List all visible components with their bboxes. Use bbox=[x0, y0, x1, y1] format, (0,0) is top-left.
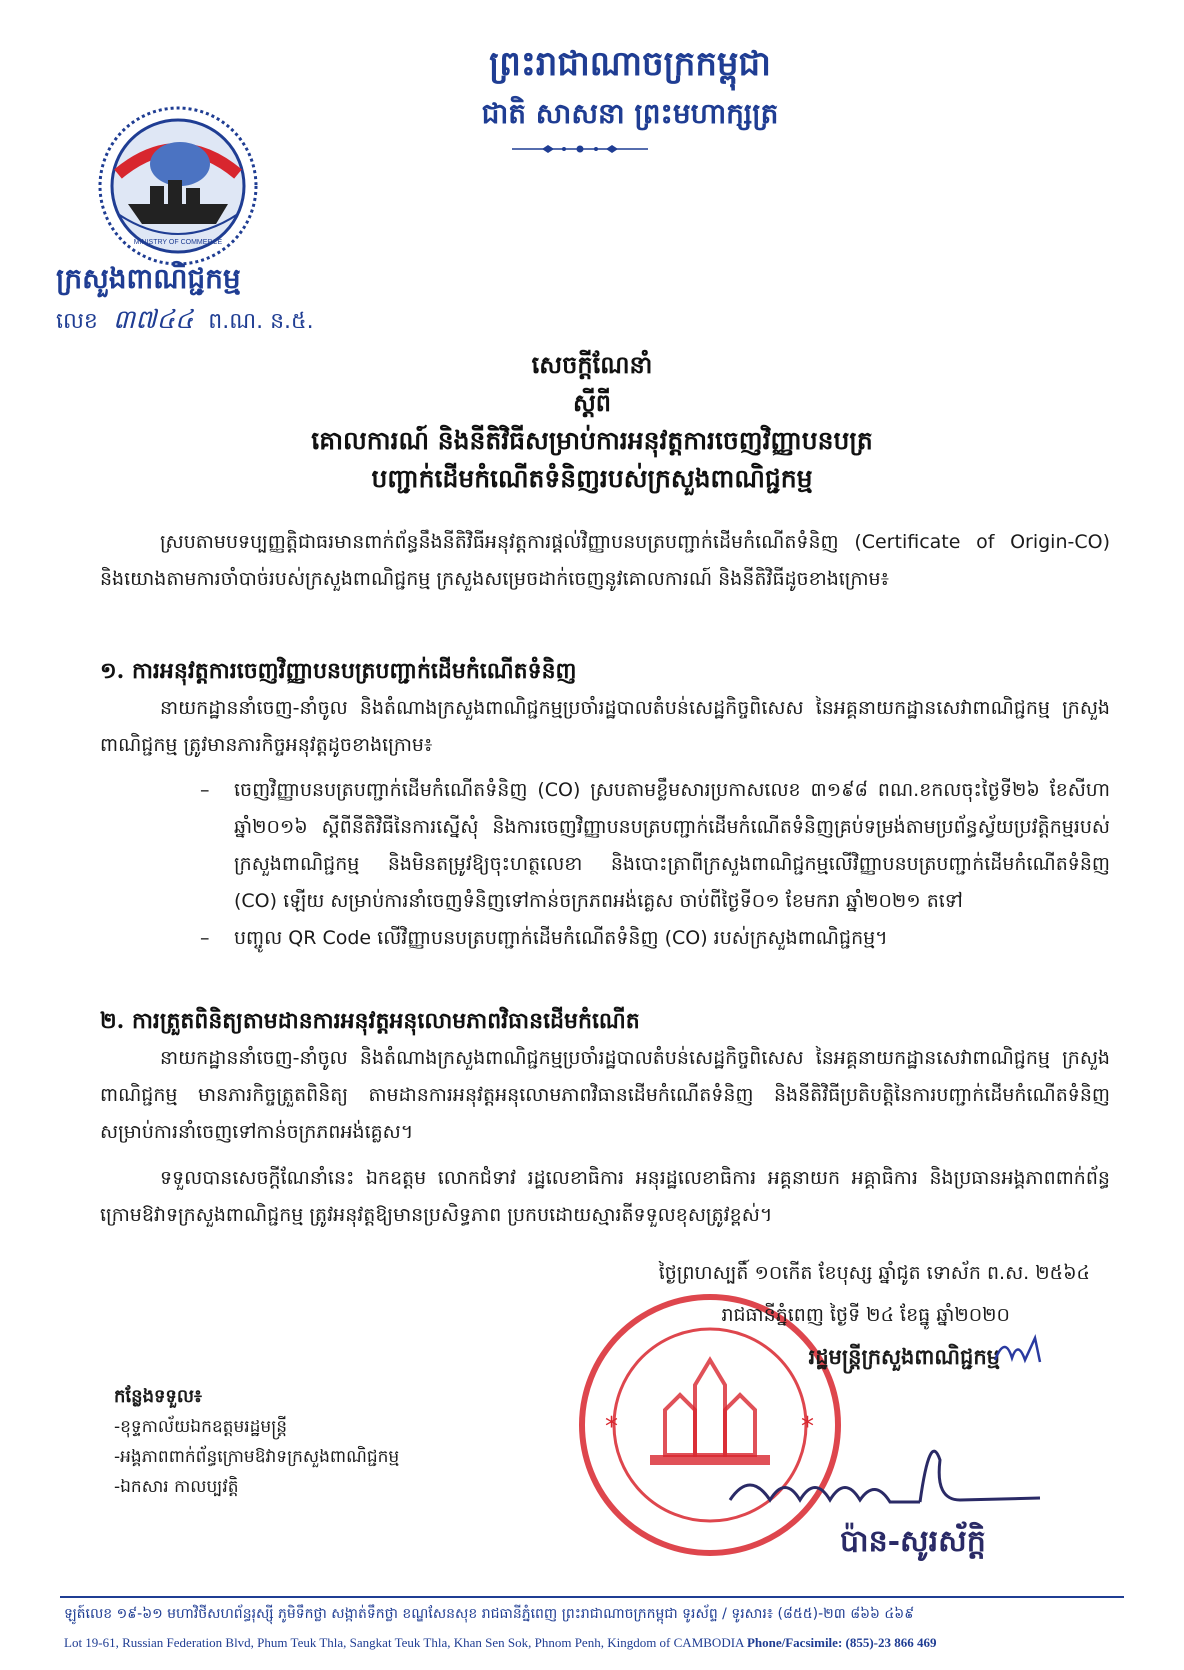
logo-caption: MINISTRY OF COMMERCE bbox=[133, 239, 223, 246]
svg-text:*: * bbox=[801, 1412, 814, 1442]
section-2-heading: ២. ការត្រួតពិនិត្យតាមដានការអនុវត្តអនុលោមភាពវិធានដើមកំណើត bbox=[100, 1008, 640, 1034]
bullet-list bbox=[200, 772, 1110, 957]
intro-paragraph: ស្របតាមបទប្បញ្ញត្តិជាធរមានពាក់ព័ន្ធនឹងនីតិវិធីអនុវត្តការផ្តល់វិញ្ញាបនបត្របញ្ជាក់ដើមកំណើតទំនិញ (Certificate of Origin-CO) និងយោងតាមការចាំបាច់របស់ក្រសួងពាណិជ្ជកម្ម ក្រសួងសម្រេចដាក់ចេញនូវគោលការណ៍ និងនីតិវិធីដូចខាងក្រោម៖ bbox=[100, 531, 1110, 590]
ministry-name: ក្រសួងពាណិជ្ជកម្ម bbox=[56, 262, 241, 295]
list-item: -អង្គភាពពាក់ព័ន្ធក្រោមឱវាទក្រសួងពាណិជ្ជកម្ម bbox=[114, 1447, 400, 1467]
ref-number: ៣៧៤៤ bbox=[112, 305, 194, 335]
bullet-dash: – bbox=[200, 927, 210, 949]
section-1-paragraph: នាយកដ្ឋាននាំចេញ-នាំចូល និងតំណាងក្រសួងពាណិជ្ជកម្មប្រចាំរដ្ឋបាលតំបន់សេដ្ឋកិច្ចពិសេស នៃអគ្គនាយកដ្ឋានសេវាពាណិជ្ជកម្ម ក្រសួងពាណិជ្ជកម្ម ត្រូវមានភារកិច្ចអនុវត្តដូចខាងក្រោម៖ bbox=[100, 697, 1110, 756]
ref-code: ន.៥. bbox=[270, 309, 314, 334]
footer-khmer-address: ឡូត៍លេខ ១៩-៦១ មហាវិថីសហព័ន្ធរុស្ស៊ី ភូមិទឹកថ្លា សង្កាត់ទឹកថ្លា ខណ្ឌសែនសុខ រាជធានីភ្នំពេញ ព្រះរាជាណាចក្រកម្ពុជា ទូរស័ព្ទ / ទូរសារ៖ (៨៥៥)-២៣ ៨៦៦ ៤៦៩ bbox=[64, 1606, 915, 1622]
bullet-dash: – bbox=[200, 779, 210, 801]
list-item: -ខុទ្ទកាល័យឯកឧត្តមរដ្ឋមន្ត្រី bbox=[114, 1417, 288, 1437]
signer-name: ប៉ាន-សូរស័ក្តិ bbox=[840, 1524, 986, 1559]
list-item: -ឯកសារ កាលប្បវត្តិ bbox=[114, 1477, 239, 1497]
lunar-date: ថ្ងៃព្រហស្បតិ៍ ១០កើត ខែបុស្ស ឆ្នាំជូត ទោស័ក ព.ស. ២៥៦៤ bbox=[658, 1262, 1090, 1284]
list-item bbox=[200, 920, 1110, 957]
footer-address-text: Lot 19-61, Russian Federation Blvd, Phum Teuk Thla, Sangkat Teuk Thla, Khan Sen Sok, Phnom Penh, Kingdom of CAMBODIA bbox=[64, 1635, 744, 1650]
title-line-3: គោលការណ៍ និងនីតិវិធីសម្រាប់ការអនុវត្តការចេញវិញ្ញាបនបត្រ bbox=[311, 426, 873, 455]
kingdom-header: ព្រះរាជាណាចក្រកម្ពុជា bbox=[489, 44, 771, 84]
ornamental-divider bbox=[512, 142, 648, 156]
bullet-text: ចេញវិញ្ញាបនបត្របញ្ជាក់ដើមកំណើតទំនិញ (CO) ស្របតាមខ្លឹមសារប្រកាសលេខ ៣១៩៨ ពណ.ខកលចុះថ្ងៃទី២៦ ខែសីហា ឆ្នាំ២០១៦ ស្តីពីនីតិវិធីនៃការស្នើសុំ និងការចេញវិញ្ញាបនបត្របញ្ជាក់ដើមកំណើតទំនិញគ្រប់ទម្រង់តាមប្រព័ន្ធស្វ័យប្រវត្តិកម្មរបស់ក្រសួងពាណិជ្ជកម្ម និងមិនតម្រូវឱ្យចុះហត្ថលេខា និងបោះត្រាពីក្រសួងពាណិជ្ជកម្មលើវិញ្ញាបនបត្របញ្ជាក់ដើមកំណើតទំនិញ (CO) ឡើយ សម្រាប់ការនាំចេញទំនិញទៅកាន់ចក្រភពអង់គ្លេស ចាប់ពីថ្ងៃទី០១ ខែមករា ឆ្នាំ២០២១ តទៅ bbox=[234, 779, 1110, 912]
title-line-2: ស្តីពី bbox=[572, 388, 612, 417]
minister-title: រដ្ឋមន្ត្រីក្រសួងពាណិជ្ជកម្ម bbox=[808, 1344, 1000, 1369]
closing-paragraph: ទទួលបានសេចក្តីណែនាំនេះ ឯកឧត្តម លោកជំទាវ រដ្ឋលេខាធិការ អនុរដ្ឋលេខាធិការ អគ្គនាយក អគ្គាធិការ និងប្រធានអង្គភាពពាក់ព័ន្ធក្រោមឱវាទក្រសួងពាណិជ្ជកម្ម ត្រូវអនុវត្តឱ្យមានប្រសិទ្ធភាព ប្រកបដោយស្មារតីទទួលខុសត្រូវខ្ពស់។ bbox=[100, 1167, 1110, 1226]
ref-prefix: លេខ bbox=[56, 309, 98, 334]
recipients-list bbox=[114, 1382, 534, 1502]
reference-number bbox=[56, 304, 456, 338]
title-line-1: សេចក្តីណែនាំ bbox=[531, 350, 653, 379]
place-and-date: រាជធានីភ្នំពេញ ថ្ងៃទី ២៤ ខែធ្នូ ឆ្នាំ២០២០ bbox=[721, 1304, 1010, 1326]
recipients-heading: កន្លែងទទួល៖ bbox=[114, 1386, 202, 1407]
svg-text:*: * bbox=[605, 1412, 618, 1442]
ref-suffix: ព.ណ. bbox=[208, 309, 264, 334]
ministry-logo bbox=[88, 104, 268, 274]
footer-divider bbox=[60, 1596, 1124, 1598]
bullet-text: បញ្ចូល QR Code លើវិញ្ញាបនបត្របញ្ជាក់ដើមកំណើតទំនិញ (CO) របស់ក្រសួងពាណិជ្ជកម្ម។ bbox=[234, 927, 888, 949]
title-line-4: បញ្ជាក់ដើមកំណើតទំនិញរបស់ក្រសួងពាណិជ្ជកម្ម bbox=[371, 464, 813, 493]
initials-signature bbox=[990, 1330, 1050, 1370]
section-2-paragraph: នាយកដ្ឋាននាំចេញ-នាំចូល និងតំណាងក្រសួងពាណិជ្ជកម្មប្រចាំរដ្ឋបាលតំបន់សេដ្ឋកិច្ចពិសេស នៃអគ្គនាយកដ្ឋានសេវាពាណិជ្ជកម្ម ក្រសួងពាណិជ្ជកម្ម មានភារកិច្ចត្រួតពិនិត្យ តាមដានការអនុវត្តអនុលោមភាពវិធានដើមកំណើតទំនិញ និងនីតិវិធីប្រតិបត្តិនៃការបញ្ជាក់ដើមកំណើតទំនិញ សម្រាប់ការនាំចេញទៅកាន់ចក្រភពអង់គ្លេស។ bbox=[100, 1047, 1110, 1143]
footer-english-address bbox=[64, 1632, 1124, 1654]
list-item bbox=[200, 772, 1110, 920]
national-motto: ជាតិ សាសនា ព្រះមហាក្សត្រ bbox=[481, 97, 779, 130]
document-title bbox=[170, 346, 1014, 498]
footer-phone: Phone/Facsimile: (855)-23 866 469 bbox=[746, 1635, 937, 1650]
section-1-heading: ១. ការអនុវត្តការចេញវិញ្ញាបនបត្របញ្ជាក់ដើមកំណើតទំនិញ bbox=[100, 658, 577, 684]
